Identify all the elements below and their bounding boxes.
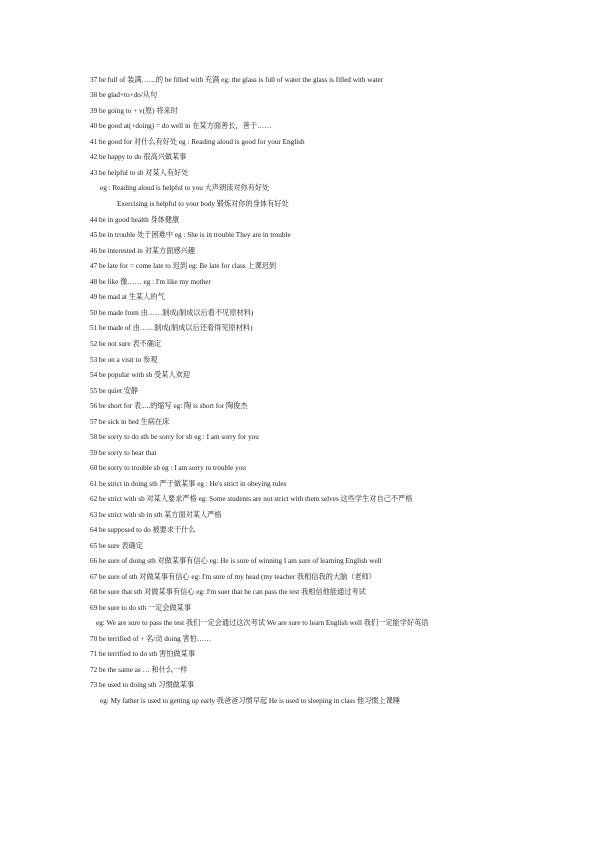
phrase-line: 65 be sure 表确定	[90, 541, 143, 550]
phrase-line: 73 be used to doing sth 习惯做某事	[90, 681, 195, 690]
phrase-line: 63 be strict with sb in sth 某方面对某人严格	[90, 510, 222, 519]
phrase-line: 68 be sure that sth 对做某事有信心 eg: I'm suer that he can pass the test 我相信他能通过考试	[90, 588, 366, 597]
phrase-line: 70 be terrified of + 名/动 doing 害怕……	[90, 634, 212, 643]
phrase-line: 38 be glad+to+do/从句	[90, 91, 158, 100]
phrase-line: 71 be terrified to do sth 害怕做某事	[90, 650, 196, 659]
phrase-line: 59 be sorry to hear that	[90, 448, 157, 457]
phrase-line: 46 be interested in 对某方面感兴趣	[90, 246, 196, 255]
phrase-line: 39 be going to + v(原) 将来时	[90, 106, 178, 115]
example-line: Exercising is helpful to your body 锻炼对你的身体有好处	[117, 200, 289, 209]
phrase-line: 62 be strict with sb 对某人要求严格 eg: Some students are not strict with them selves 这些学生对自己不严格	[90, 495, 413, 504]
phrase-line: 43 be helpful to sb 对某人有好处	[90, 168, 189, 177]
phrase-line: 64 be supposed to do 被要求干什么	[90, 526, 196, 535]
phrase-line: 55 be quiet 安静	[90, 386, 139, 395]
phrase-line: 41 be good for 对什么有好处 eg : Reading aloud is good for your English	[90, 137, 305, 146]
example-line: eg: My father is used to getting up early 我爸爸习惯早起 He is used to sleeping in class 他习惯上课睡	[100, 696, 401, 705]
example-line: eg : Reading aloud is helpful to you 大声朗读对你有好处	[100, 184, 270, 193]
phrase-line: 45 be in trouble 处于困难中 eg : She is in trouble They are in trouble	[90, 231, 291, 240]
phrase-line: 54 be popular with sb 受某人欢迎	[90, 371, 191, 380]
phrase-line: 51 be made of 由……制成(制成以后还看得见原材料)	[90, 324, 253, 333]
phrase-line: 48 be like 像…… eg : I'm like my mother	[90, 277, 211, 286]
phrase-line: 40 be good at(+doing) = do well in 在某方面善长，善于……	[90, 122, 272, 131]
phrase-line: 53 be on a visit to 参观	[90, 355, 158, 364]
phrase-line: 61 be strict in doing sth 严于做某事 eg : He's strict in obeying rules	[90, 479, 287, 488]
phrase-line: 50 be made from 由……制成(制成以后看不见原材料)	[90, 308, 254, 317]
phrase-line: 44 be in good health 身体健康	[90, 215, 180, 224]
phrase-line: 66 be sure of doing sth 对做某事有信心 eg: He is sure of winning I am sure of learning English well	[90, 557, 382, 566]
phrase-line: 67 be sure of sth 对做某事有信心 eg: I'm sure of my head (my teacher 我相信我的大脑（老师）	[90, 572, 376, 581]
phrase-line: 58 be sorry to do sth be sorry for sb eg : I am sorry for you	[90, 433, 259, 442]
phrase-line: 47 be late for = come late to 迟到 eg: Be late for class 上课迟到	[90, 262, 277, 271]
phrase-line: 69 be sure to do sth 一定会做某事	[90, 603, 192, 612]
phrase-line: 42 be happy to do 很高兴做某事	[90, 153, 187, 162]
phrase-line: 49 be mad at 生某人的气	[90, 293, 165, 302]
phrase-line: 52 be not sure 表不确定	[90, 339, 162, 348]
document-body	[90, 73, 510, 709]
phrase-line: 60 be sorry to trouble sb eg : I am sorry to trouble you	[90, 464, 246, 473]
phrase-line: 56 be short for 表.....的缩写 eg: 陶 is short for 陶俊杰	[90, 402, 248, 411]
phrase-line: 72 be the same as … 和什么一样	[90, 665, 188, 674]
example-line: eg: We are sure to pass the test 我们一定会通过这次考试 We are sure to learn English well 我们一定能学好英语	[96, 619, 429, 628]
phrase-line: 57 be sick in bed 生病在床	[90, 417, 170, 426]
phrase-line: 37 be full of 装满……的 be filled with 充满 eg: the glass is full of water the glass is filled with water	[90, 76, 384, 84]
